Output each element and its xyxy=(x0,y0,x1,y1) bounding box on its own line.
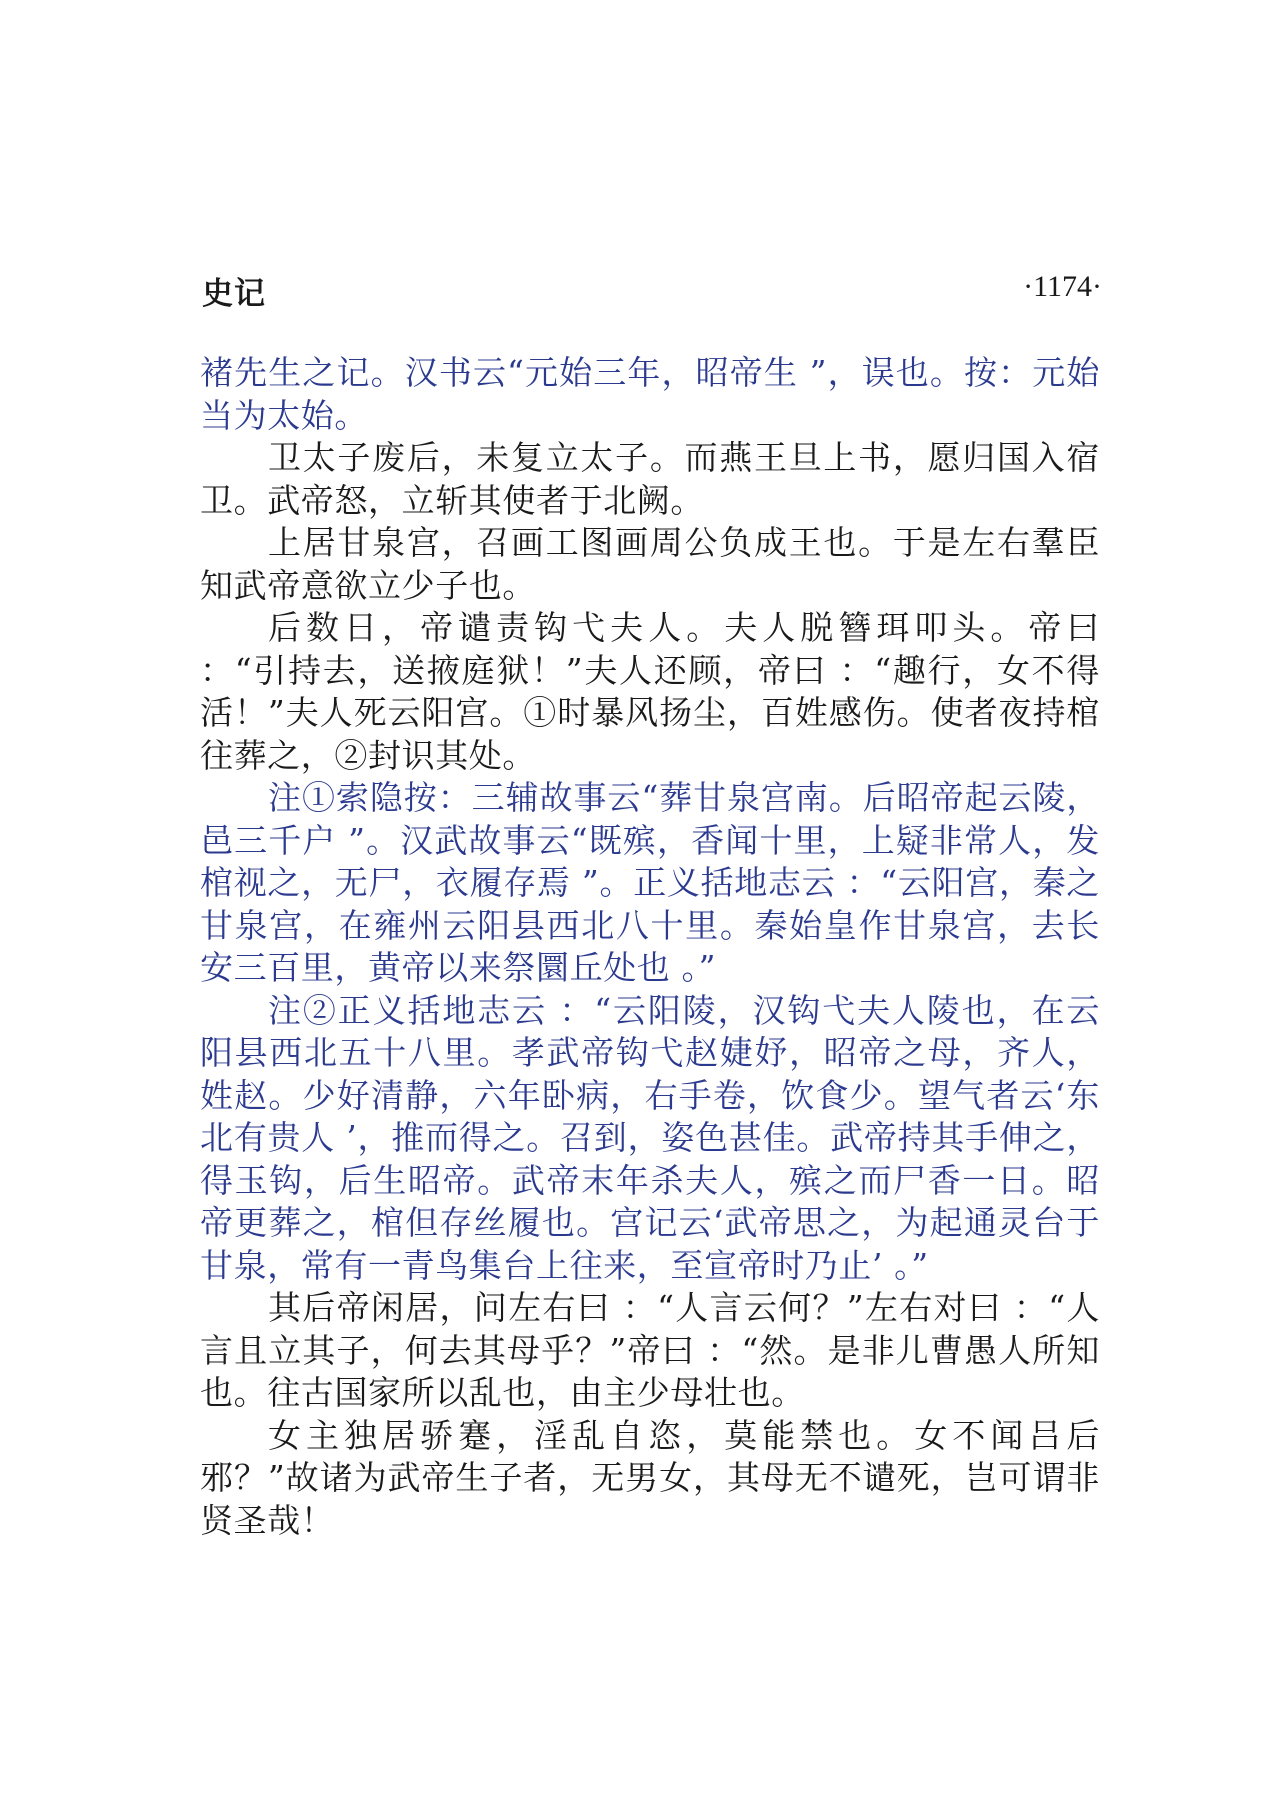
paragraph-footnote-1: 注①索隐按：三辅故事云“葬甘泉宫南。后昭帝起云陵，邑三千户 ”。汉武故事云“既殡，香闻十里，上疑非常人，发棺视之，无尸，衣履存焉 ”。正义括地志云 ：“云阳宫，秦之甘泉宫，在雍州云阳县西北八十里。秦始皇作甘泉宫，去长安三百里，黄帝以来祭圜丘处也 。” xyxy=(200,778,1100,987)
paragraph-footnote-2: 注②正义括地志云 ：“云阳陵，汉钩弋夫人陵也，在云阳县西北五十八里。孝武帝钩弋赵婕妤，昭帝之母，齐人，姓赵。少好清静，六年卧病，右手卷，饮食少。望气者云‘东北有贵人 ’，推而得之。召到，姿色甚佳。武帝持其手伸之，得玉钩，后生昭帝。武帝末年杀夫人，殡之而尸香一日。昭帝更葬之，棺但存丝履也。宫记云‘武帝思之，为起通灵台于甘泉，常有一青鸟集台上往来，至宣帝时乃止’ 。” xyxy=(200,990,1100,1285)
running-head xyxy=(202,268,1102,312)
page-number: ·1174· xyxy=(1023,270,1102,303)
body-text xyxy=(200,352,1100,1542)
paragraph-ganquan-palace: 上居甘泉宫，召画工图画周公负成王也。于是左右羣臣知武帝意欲立少子也。 xyxy=(200,523,1100,605)
paragraph-commentary-note: 褚先生之记。汉书云“元始三年，昭帝生 ”，误也。按：元始当为太始。 xyxy=(200,353,1100,435)
book-title: 史记 xyxy=(202,276,266,312)
paragraph-emperor-leisure: 其后帝闲居，问左右曰 ：“人言云何？”左右对曰 ：“人言且立其子，何去其母乎？”帝曰 ：“然。是非儿曹愚人所知也。往古国家所以乱也，由主少母壮也。 xyxy=(200,1288,1100,1412)
paragraph-crown-prince: 卫太子废后，未复立太子。而燕王旦上书，愿归国入宿卫。武帝怒，立斩其使者于北阙。 xyxy=(200,438,1100,520)
paragraph-conclusion: 女主独居骄蹇，淫乱自恣，莫能禁也。女不闻吕后邪？”故诸为武帝生子者，无男女，其母无不谴死，岂可谓非贤圣哉！ xyxy=(200,1415,1100,1540)
paragraph-lady-gouyi: 后数日，帝谴责钩弋夫人。夫人脱簪珥叩头。帝曰 ：“引持去，送掖庭狱！”夫人还顾，帝曰 ：“趣行，女不得活！”夫人死云阳宫。①时暴风扬尘，百姓感伤。使者夜持棺往葬之，②封识其处。 xyxy=(200,608,1100,775)
